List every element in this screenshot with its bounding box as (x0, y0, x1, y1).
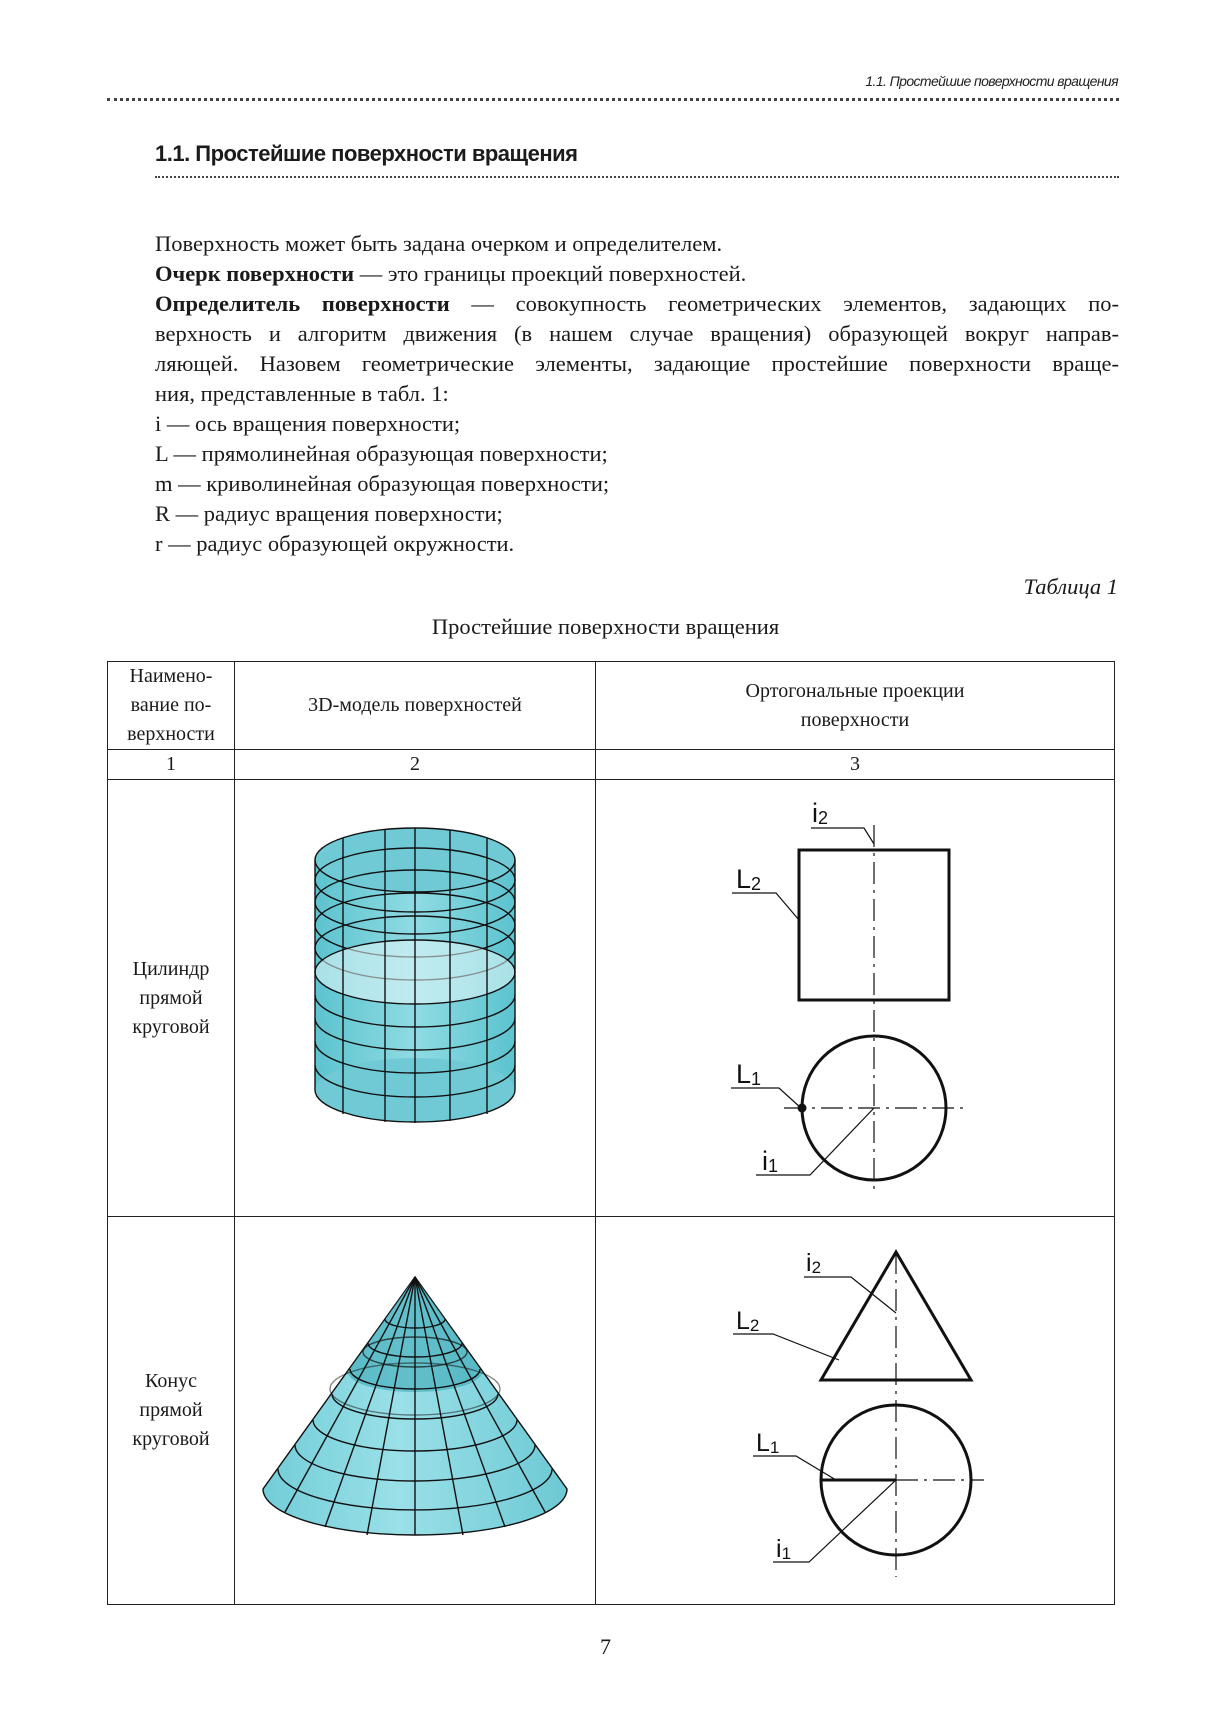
list-item: m — криволинейная образующая поверхности; (155, 471, 610, 496)
cylinder-projection-cell (596, 780, 1115, 1217)
cone-projection-cell (596, 1217, 1115, 1605)
table-row-cylinder (108, 780, 1115, 1217)
header-projections-line: Ортогональные проекции (745, 679, 965, 702)
table-caption: Таблица 1 (1023, 574, 1118, 599)
paragraph-2 (155, 259, 1119, 289)
table-header-row (108, 662, 1115, 750)
term-ocherk: Очерк поверхности (155, 261, 355, 286)
leader-l2 (732, 893, 799, 920)
cone-surface (263, 1277, 567, 1535)
paragraph-2-rest: — это границы проекций поверхностей. (354, 261, 747, 286)
label-i2: i2 (806, 1249, 822, 1277)
label-i2: i2 (812, 798, 829, 828)
surface-name-line: прямой (139, 1399, 203, 1421)
header-name-line: вание по- (130, 694, 212, 716)
surfaces-table (107, 661, 1115, 1605)
label-l2: L2 (736, 1307, 760, 1335)
header-name-line: Наимено- (129, 665, 213, 687)
leader-i2 (811, 828, 874, 844)
table-title: Простейшие поверхности вращения (431, 614, 780, 639)
body-text (155, 229, 1119, 559)
cone-3d-cell (235, 1217, 596, 1605)
surface-name-line: прямой (139, 986, 203, 1009)
running-head: 1.1. Простейшие поверхности вращения (865, 73, 1118, 89)
cylinder-3d-cell (235, 780, 596, 1217)
leader-l1 (731, 1088, 801, 1108)
cylinder-name-cell (108, 780, 235, 1217)
cylinder-surface (315, 828, 515, 1123)
section-title-rule (155, 176, 1119, 178)
label-l2: L2 (736, 864, 762, 894)
label-i1: i1 (762, 1146, 779, 1176)
surface-name-line: Конус (145, 1370, 197, 1392)
column-number: 1 (108, 750, 235, 780)
list-item: r — радиус образующей окружности. (155, 531, 515, 556)
cone-name-cell (108, 1217, 235, 1605)
leader-l2 (733, 1334, 839, 1360)
list-item: L — прямолинейная образующая поверхности; (155, 441, 608, 466)
generatrix-point (798, 1104, 807, 1113)
surface-name-line: круговой (132, 1015, 210, 1038)
table-number-row (108, 750, 1115, 780)
paragraph-3-line-3: ляющей. Назовем геометрические элементы, задающие простейшие поверхности враще- (155, 351, 1119, 376)
header-rule (107, 98, 1119, 101)
cone-projection-drawing (596, 1217, 1114, 1595)
label-l1: L1 (736, 1059, 762, 1089)
header-name-line: верхности (127, 723, 215, 745)
paragraph-3-line-2: верхность и алгоритм движения (в нашем случае вращения) образующей вокруг направ- (155, 321, 1119, 346)
list-item: i — ось вращения поверхности; (155, 411, 461, 436)
label-l1: L1 (756, 1429, 780, 1457)
label-i1: i1 (776, 1535, 792, 1563)
surface-name-line: круговой (132, 1428, 210, 1450)
header-projections-cell (596, 662, 1115, 750)
surface-name-line: Цилиндр (132, 957, 210, 980)
cone-3d-model (235, 1217, 595, 1595)
paragraph-1: Поверхность может быть задана очерком и определителем. (155, 231, 723, 256)
section-title: 1.1. Простейшие поверхности вращения (155, 141, 578, 166)
header-name-cell (108, 662, 235, 750)
paragraph-3-rest: — совокупность геометрических элементов, задающих по- (449, 291, 1119, 316)
leader-i2 (804, 1277, 896, 1313)
list-item: R — радиус вращения поверхности; (155, 501, 503, 526)
cylinder-projection-drawing (596, 780, 1114, 1207)
header-projections-line: поверхности (800, 708, 910, 731)
paragraph-3-line-1 (155, 289, 1119, 319)
page-number: 7 (600, 1634, 611, 1659)
table-row-cone (108, 1217, 1115, 1605)
column-number: 2 (235, 750, 596, 780)
term-opredelitel: Определитель поверхности (155, 291, 450, 316)
paragraph-3-line-4: ния, представленные в табл. 1: (155, 381, 449, 406)
header-3d-model-cell: 3D-модель поверхностей (235, 662, 596, 750)
column-number: 3 (596, 750, 1115, 780)
cylinder-3d-model (235, 780, 595, 1207)
